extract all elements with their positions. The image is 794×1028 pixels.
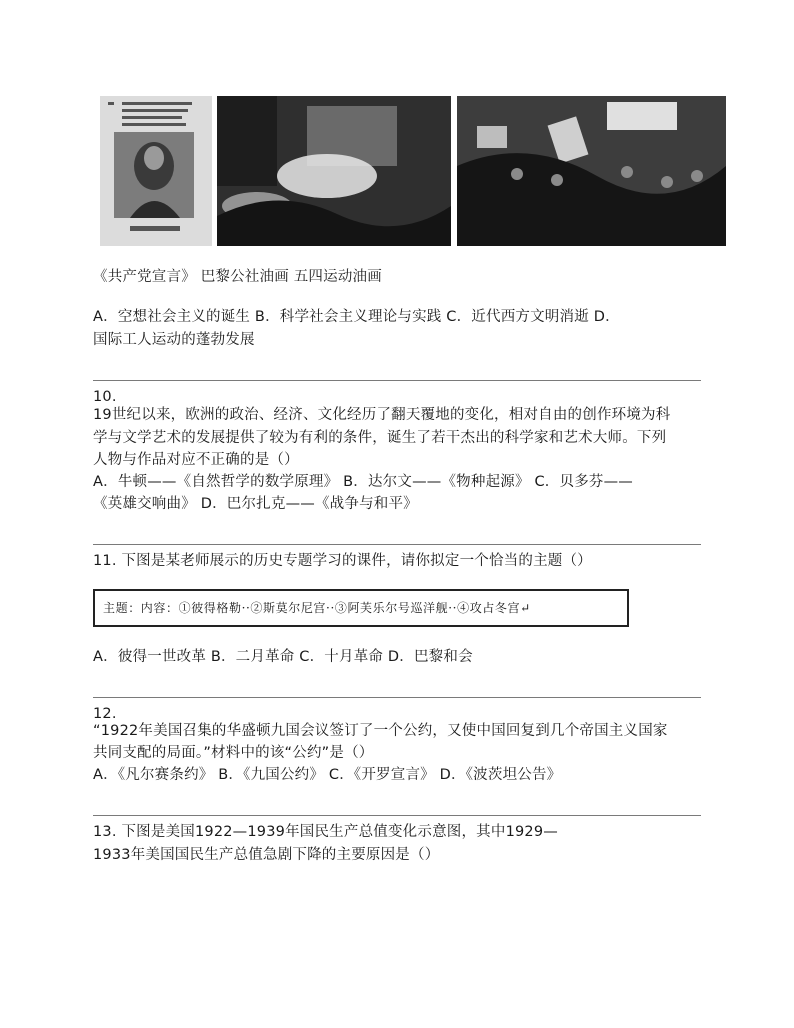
q12-line2: 共同支配的局面。”材料中的该“公约”是（） [93, 745, 374, 761]
q11-options: A．彼得一世改革 B．二月革命 C．十月革命 D．巴黎和会 [93, 649, 473, 665]
q9-options-line1: A．空想社会主义的诞生 B．科学社会主义理论与实践 C．近代西方文明消逝 D． [93, 309, 620, 325]
communist-manifesto-photo [100, 96, 212, 246]
q12-number: 12. [93, 706, 117, 722]
q10-line2: 学与文学艺术的发展提供了较为有利的条件，诞生了若干杰出的科学家和艺术大师。下列 [93, 430, 667, 446]
may-fourth-painting [457, 96, 726, 246]
courseware-text: 主题：内容：①彼得格勒··②斯莫尔尼宫··③阿芙乐尔号巡洋舰··④攻占冬宫↵ [103, 601, 531, 615]
q10-line4: A．牛顿——《自然哲学的数学原理》 B．达尔文——《物种起源》 C．贝多芬—— [93, 474, 634, 490]
divider [93, 697, 701, 698]
courseware-box [93, 589, 629, 627]
q12-options: A．《凡尔赛条约》 B．《九国公约》 C．《开罗宣言》 D．《波茨坦公告》 [93, 767, 562, 783]
q13-line2: 1933年美国国民生产总值急剧下降的主要原因是（） [93, 847, 440, 863]
q10-number: 10. [93, 389, 117, 405]
q9-caption: 《共产党宣言》 巴黎公社油画 五四运动油画 [93, 269, 382, 285]
q10-line1: 19世纪以来，欧洲的政治、经济、文化经历了翻天覆地的变化，相对自由的创作环境为科 [93, 407, 671, 423]
divider [93, 544, 701, 545]
divider [93, 380, 701, 381]
divider [93, 815, 701, 816]
q12-line1: “1922年美国召集的华盛顿九国会议签订了一个公约，又使中国回复到几个帝国主义国家 [93, 723, 668, 739]
q10-line5: 《英雄交响曲》 D．巴尔扎克——《战争与和平》 [93, 496, 418, 512]
q10-line3: 人物与作品对应不正确的是（） [93, 452, 299, 468]
q13-line1: 13. 下图是美国1922—1939年国民生产总值变化示意图，其中1929— [93, 824, 558, 840]
q11-stem: 11. 下图是某老师展示的历史专题学习的课件，请你拟定一个恰当的主题（） [93, 553, 592, 569]
q9-options-line2: 国际工人运动的蓬勃发展 [93, 332, 255, 348]
paris-commune-painting [217, 96, 451, 246]
